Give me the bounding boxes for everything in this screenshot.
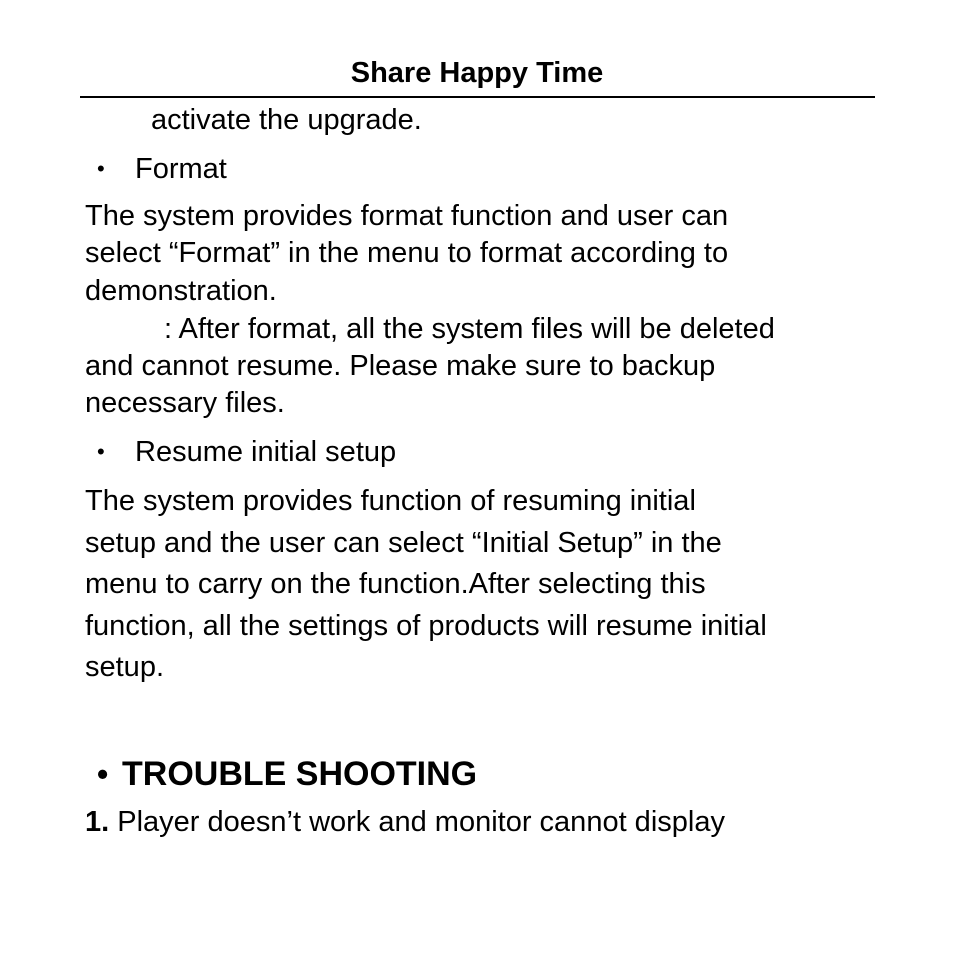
- format-title: Format: [135, 153, 227, 185]
- format-line-2: select “Format” in the menu to format according to: [85, 237, 729, 269]
- header-divider: [80, 96, 875, 98]
- bullet-trouble: •: [97, 756, 109, 792]
- page-header-title: Share Happy Time: [350, 57, 604, 89]
- trouble-item-text: Player doesn’t work and monitor cannot display: [109, 806, 725, 838]
- resume-line-1: The system provides function of resuming initial: [85, 485, 696, 517]
- bullet-format: •: [97, 156, 105, 181]
- trouble-item-number: 1.: [85, 806, 110, 838]
- format-note-line-2: and cannot resume. Please make sure to backup: [85, 350, 716, 382]
- continuation-text: activate the upgrade.: [151, 104, 422, 136]
- format-line-1: The system provides format function and user can: [85, 200, 729, 232]
- resume-line-3: menu to carry on the function.After selecting this: [85, 568, 706, 600]
- resume-line-5: setup.: [85, 651, 164, 683]
- resume-title: Resume initial setup: [135, 436, 397, 468]
- format-line-3: demonstration.: [85, 275, 277, 307]
- resume-line-2: setup and the user can select “Initial Setup” in the: [85, 527, 722, 559]
- resume-line-4: function, all the settings of products will resume initial: [85, 610, 767, 642]
- bullet-resume: •: [97, 439, 105, 464]
- trouble-shooting-heading: TROUBLE SHOOTING: [122, 755, 478, 793]
- trouble-item-1: [85, 804, 725, 840]
- format-note-line-3: necessary files.: [85, 387, 285, 419]
- format-note-line-1: : After format, all the system files will be deleted: [164, 313, 775, 345]
